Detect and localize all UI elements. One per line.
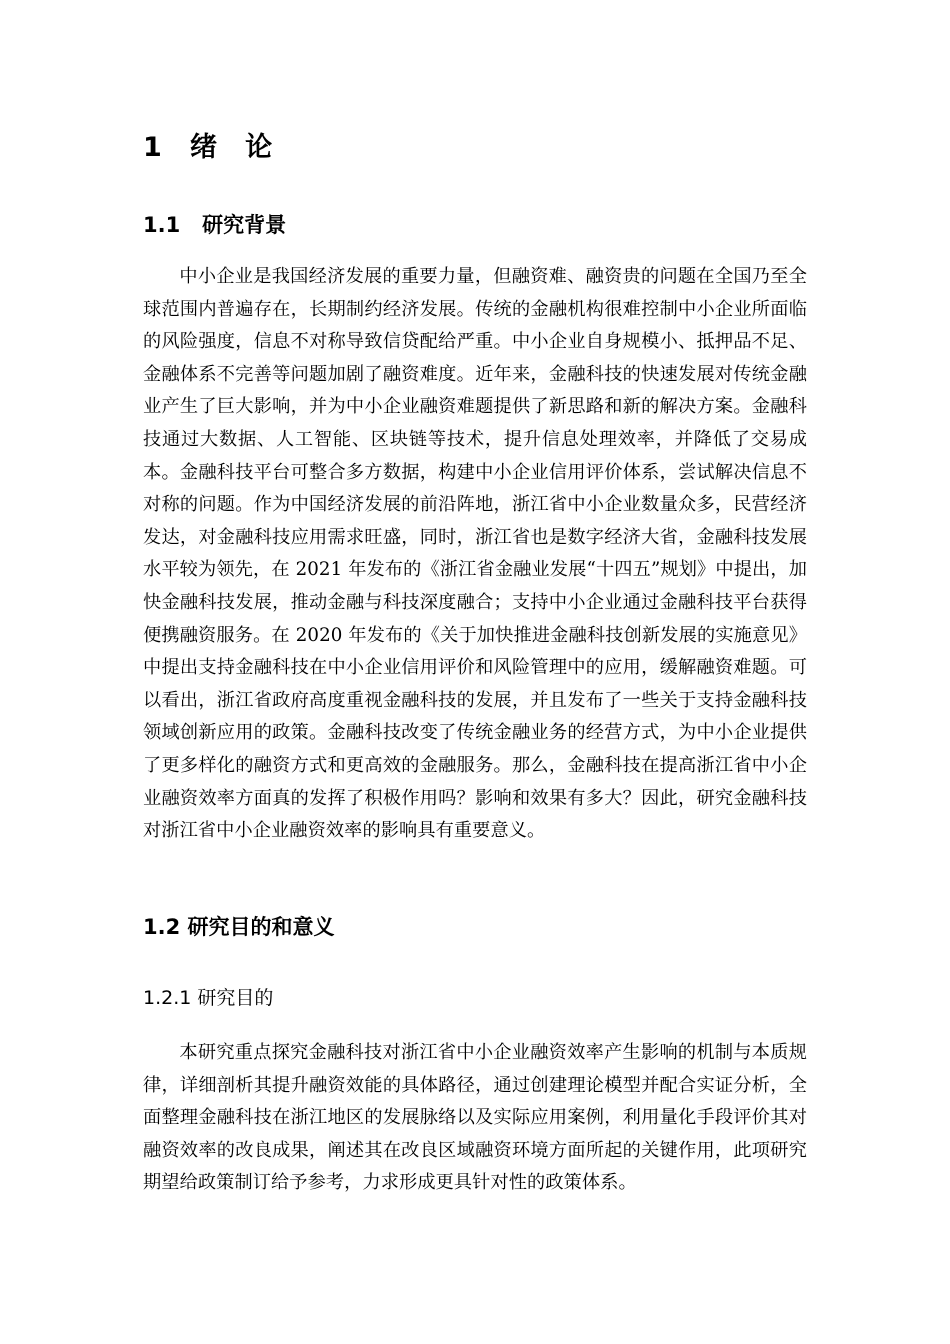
section-heading-research-background: 1.1 研究背景 — [143, 213, 287, 237]
section-heading-purpose-and-significance: 1.2 研究目的和意义 — [143, 915, 335, 939]
chapter-title: 1 绪 论 — [143, 132, 273, 163]
research-purpose-paragraph: 本研究重点探究金融科技对浙江省中小企业融资效率产生影响的机制与本质规律，详细剖析其提升融资效能的具体路径，通过创建理论模型并配合实证分析，全面整理金融科技在浙江地区的发展脉络以及实际应用案例，利用量化手段评价其对融资效率的改良成果，阐述其在改良区域融资环境方面所起的关键作用，此项研究期望给政策制订给予参考，力求形成更具针对性的政策体系。 — [143, 1042, 807, 1194]
subsection-heading-research-purpose: 1.2.1 研究目的 — [143, 987, 274, 1009]
research-background-paragraph: 中小企业是我国经济发展的重要力量，但融资难、融资贵的问题在全国乃至全球范围内普遍存在，长期制约经济发展。传统的金融机构很难控制中小企业所面临的风险强度，信息不对称导致信贷配给严重。中小企业自身规模小、抵押品不足、金融体系不完善等问题加剧了融资难度。近年来，金融科技的快速发展对传统金融业产生了巨大影响，并为中小企业融资难题提供了新思路和新的解决方案。金融科技通过大数据、人工智能、区块链等技术，提升信息处理效率，并降低了交易成本。金融科技平台可整合多方数据，构建中小企业信用评价体系，尝试解决信息不对称的问题。作为中国经济发展的前沿阵地，浙江省中小企业数量众多，民营经济发达，对金融科技应用需求旺盛，同时，浙江省也是数字经济大省，金融科技发展水平较为领先，在 2021 年发布的《浙江省金融业发展“十四五”规划》中提出，加快金融科技发展，推动金融与科技深度融合；支持中小企业通过金融科技平台获得便携融资服务。在 2020 年发布的《关于加快推进金融科技创新发展的实施意见》中提出支持金融科技在中小企业信用评价和风险管理中的应用，缓解融资难题。可以看出，浙江省政府高度重视金融科技的发展，并且发布了一些关于支持金融科技领域创新应用的政策。金融科技改变了传统金融业务的经营方式，为中小企业提供了更多样化的融资方式和更高效的金融服务。那么，金融科技在提高浙江省中小企业融资效率方面真的发挥了积极作用吗？影响和效果有多大？因此，研究金融科技对浙江省中小企业融资效率的影响具有重要意义。 — [143, 266, 807, 842]
